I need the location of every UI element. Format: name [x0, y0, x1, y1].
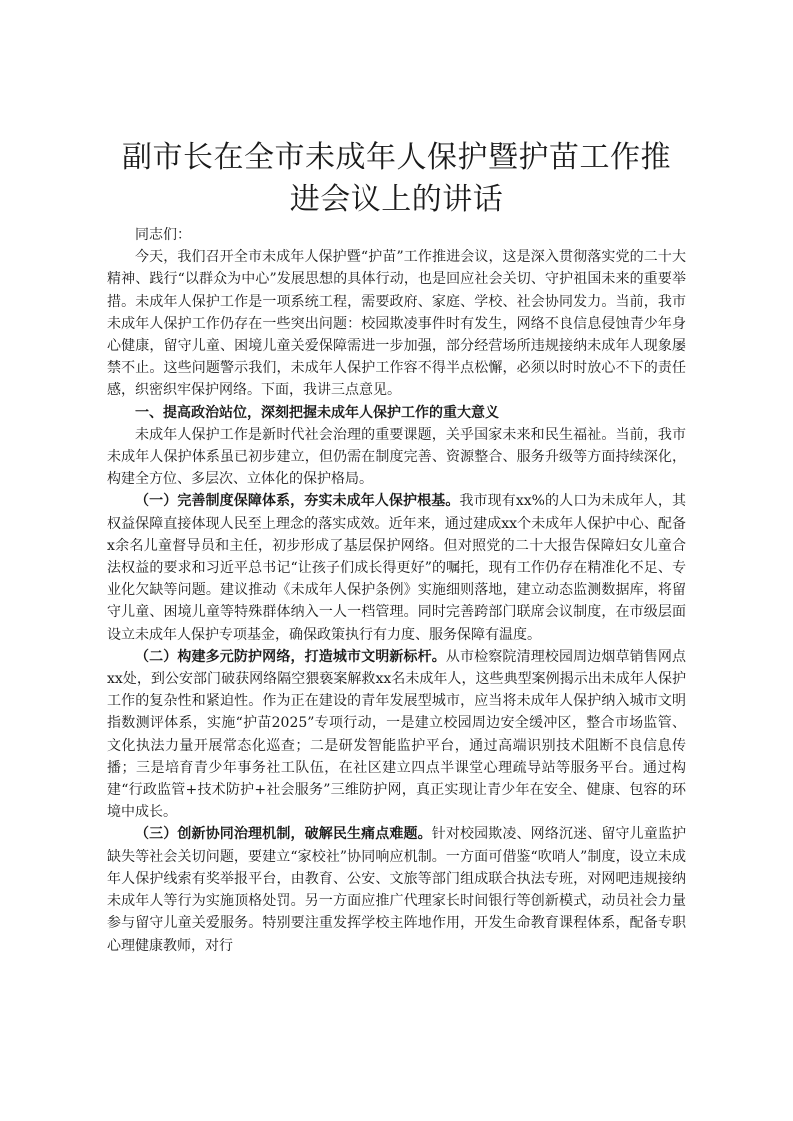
- subsection-1-lead: （一）完善制度保障体系，夯实未成年人保护根基。: [135, 493, 460, 510]
- subsection-2-paragraph: [107, 646, 686, 824]
- intro-paragraph: 今天，我们召开全市未成年人保护暨“护苗”工作推进会议，这是深入贯彻落实党的二十大精神、践行“以群众为中心”发展思想的具体行动，也是回应社会关切、守护祖国未来的重要举措。未成年人保护工作是一项系统工程，需要政府、家庭、学校、社会协同发力。当前，我市未成年人保护工作仍存在一些突出问题：校园欺凌事件时有发生，网络不良信息侵蚀青少年身心健康，留守儿童、困境儿童关爱保障需进一步加强，部分经营场所违规接纳未成年人现象屡禁不止。这些问题警示我们，未成年人保护工作容不得半点松懈，必须以时时放心不下的责任感，织密织牢保护网络。下面，我讲三点意见。: [107, 249, 686, 399]
- salutation: 同志们：: [135, 227, 191, 243]
- section-1-paragraph: 未成年人保护工作是新时代社会治理的重要课题，关乎国家未来和民生福祉。当前，我市未成年人保护体系虽已初步建立，但仍需在制度完善、资源整合、服务升级等方面持续深化，构建全方位、多层次、立体化的保护格局。: [107, 426, 686, 488]
- subsection-2-text: 从市检察院清理校园周边烟草销售网点xx处，到公安部门破获网络隔空猥亵案解救xx名未成年人，这些典型案例揭示出未成年人保护工作的复杂性和紧迫性。作为正在建设的青年发展型城市，应当将未成年人保护纳入城市文明指数测评体系，实施“护苗2025”专项行动，一是建立校园周边安全缓冲区，整合市场监管、文化执法力量开展常态化巡查；二是研发智能监护平台，通过高端识别技术阻断不良信息传播；三是培育青少年事务社工队伍，在社区建立四点半课堂心理疏导站等服务平台。通过构建“行政监管+技术防护+社会服务”三维防护网，真正实现让青少年在安全、健康、包容的环境中成长。: [107, 648, 687, 821]
- document-title: 副市长在全市未成年人保护暨护苗工作推进会议上的讲话: [122, 140, 671, 217]
- subsection-3-lead: （三）创新协同治理机制，破解民生痛点难题。: [135, 826, 432, 843]
- section-heading-1: 一、提高政治站位，深刻把握未成年人保护工作的重大意义: [135, 404, 499, 421]
- subsection-1-paragraph: [107, 490, 686, 645]
- subsection-3-text: 针对校园欺凌、网络沉迷、留守儿童监护缺失等社会关切问题，要建立“家校社”协同响应机制。一方面可借鉴“吹哨人”制度，设立未成年人保护线索有奖举报平台，由教育、公安、文旅等部门组成联合执法专班，对网吧违规接纳未成年人等行为实施顶格处罚。另一方面应推广代理家长时间银行等创新模式，动员社会力量参与留守儿童关爱服务。特别要注重发挥学校主阵地作用，开发生命教育课程体系，配备专职心理健康教师，对行: [107, 826, 687, 954]
- subsection-3-paragraph: [107, 823, 686, 956]
- subsection-1-text: 我市现有xx%的人口为未成年人，其权益保障直接体现人民至上理念的落实成效。近年来，通过建成xx个未成年人保护中心、配备x余名儿童督导员和主任，初步形成了基层保护网络。但对照党的二十大报告保障妇女儿童合法权益的要求和习近平总书记“让孩子们成长得更好”的嘱托，现有工作仍存在精准化不足、专业化欠缺等问题。建议推动《未成年人保护条例》实施细则落地，建立动态监测数据库，将留守儿童、困境儿童等特殊群体纳入一人一档管理。同时完善跨部门联席会议制度，在市级层面设立未成年人保护专项基金，确保政策执行有力度、服务保障有温度。: [107, 493, 687, 643]
- document-body: [107, 224, 686, 957]
- subsection-2-lead: （二）构建多元防护网络，打造城市文明新标杆。: [135, 648, 446, 665]
